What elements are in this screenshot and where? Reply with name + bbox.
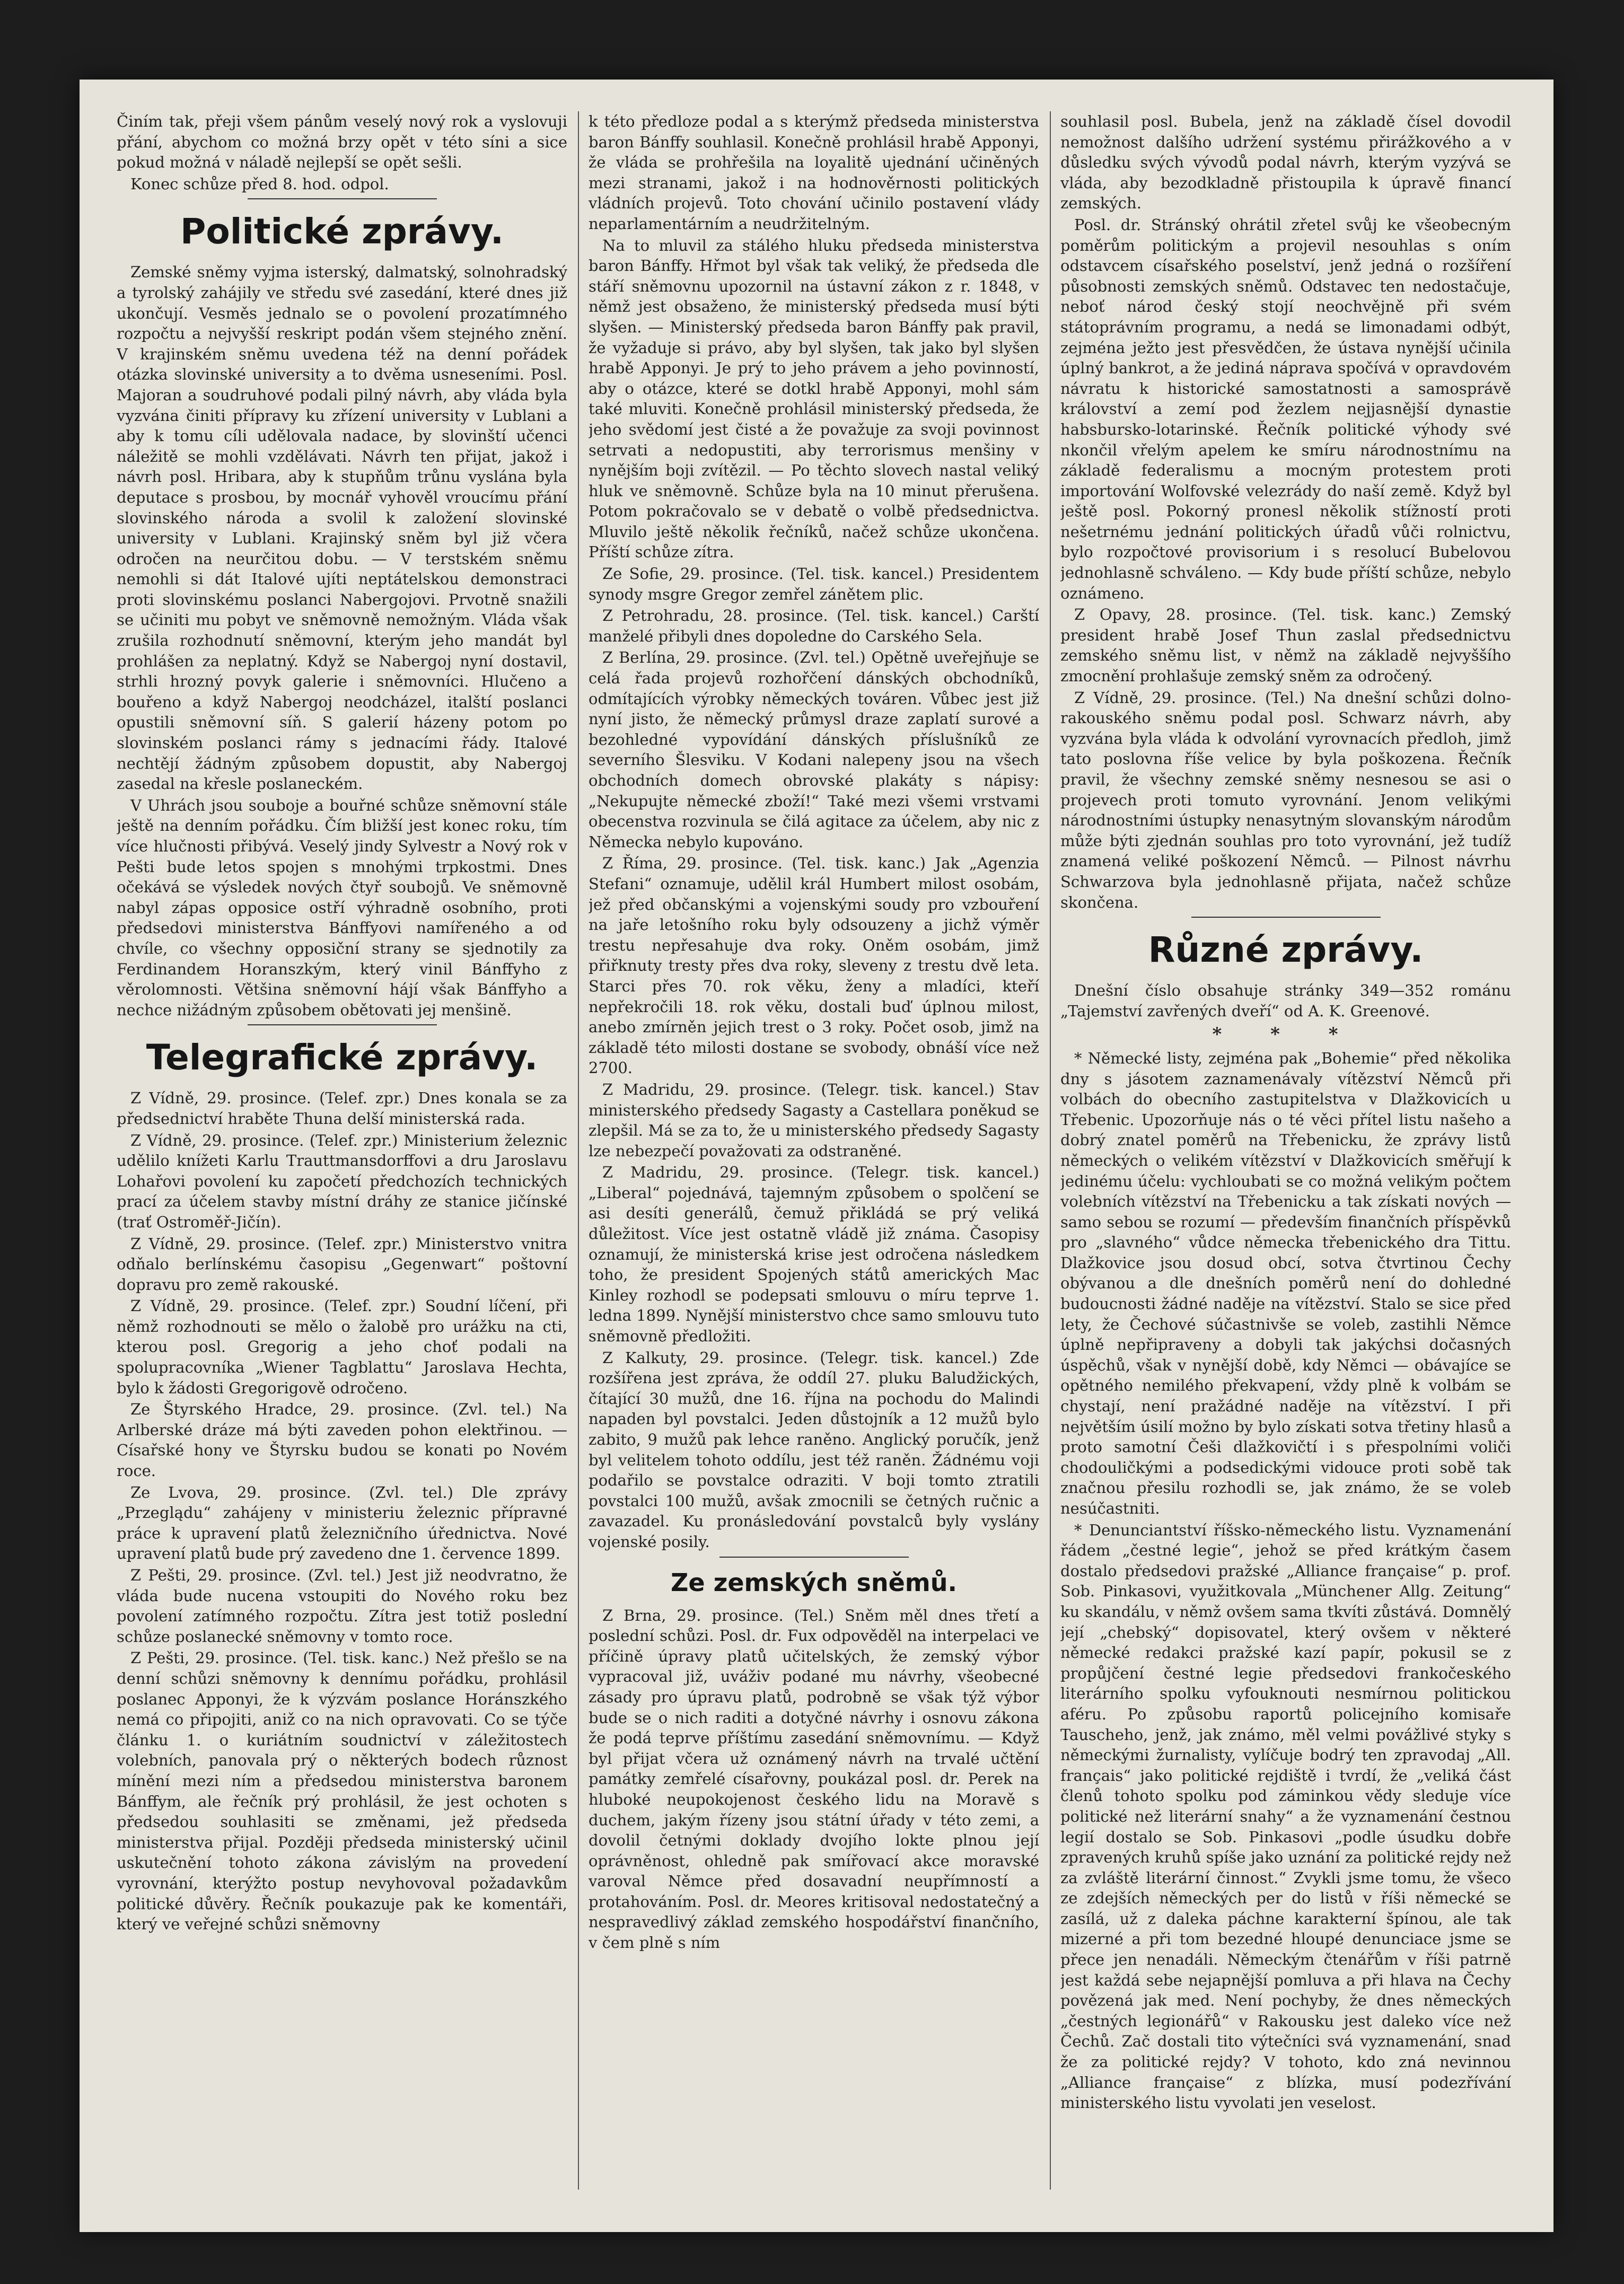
divider (719, 1557, 909, 1558)
paragraph: Z Petrohradu, 28. prosince. (Tel. tisk. kancel.) Carští manželé přibyli dnes dopoledne do Carského Sela. (589, 607, 1039, 645)
paragraph: Z Madridu, 29. prosince. (Telegr. tisk. kancel.) „Liberal“ pojednává, tajemným způsobem o spolčení se asi desíti generálů, čemuž přikládá se prý veliká důležitost. Více jest ostatně vládě již známa. Časopisy oznamují, že ministerská krise jest odročena následkem toho, že president Spojených států amerických Mac Kinley rozhodl se podepsati smlouvu o míru teprve 1. ledna 1899. Nynější ministerstvo chce samo smlouvu tuto sněmovně předložiti. (589, 1163, 1039, 1346)
paragraph: Z Vídně, 29. prosince. (Telef. zpr.) Soudní líčení, při němž rozhodnouti se mělo o žalobě pro urážku na cti, kterou posl. Gregorig a jeho choť podali na spolupracovníka „Wiener Tagblattu“ Jaroslava Hechta, bylo k žádosti Gregorigově odročeno. (117, 1297, 567, 1397)
paragraph: Z Vídně, 29. prosince. (Telef. zpr.) Ministerstvo vnitra odňalo berlínskému časopisu „Gegenwart“ poštovní dopravu pro země rakouské. (117, 1234, 567, 1294)
paragraph: Dnešní číslo obsahuje stránky 349—352 románu „Tajemství zavřených dveří“ od A. K. Greenové. (1060, 981, 1511, 1020)
paragraph: k této předloze podal a s kterýmž předseda ministerstva baron Bánffy souhlasil. Konečně prohlásil hrabě Apponyi, že vláda se prohřešila na loyalitě ujednání učiněných mezi stranami, jakož i na hodnověrnosti politických vládních projevů. Toto chování učinilo postavení vlády neparlamentárním a neudržitelným. (589, 112, 1039, 233)
divider (248, 1024, 437, 1025)
newspaper-page (80, 80, 1553, 2232)
paragraph: * Denunciantství říšsko-německého listu. Vyznamenání řádem „čestné legie“, jehož se před krátkým časem dostalo předsedovi pražské „Alliance française“ p. prof. Sob. Pinkasovi, využitkovala „Münchener Allg. Zeitung“ ku skandálu, v němž ovšem sama tkvíti zůstává. Domnělý její „chebský“ dopisovatel, který ovšem v některé německé redakci pražské kazí papír, pokusil se z propůjčení čestné legie předsedovi frankočeského literárního spolku vyfouknouti nesmírnou politickou aféru. Po způsobu raportů policejního komisaře Tauscheho, jenž, jak známo, měl velmi povážlivé styky s německými žurnalisty, vylíčuje bodrý ten zpravodaj „All. français“ jako politické rejdiště i tvrdí, že „veliká část členů tohoto spolku pod záminkou vědy sleduje více politické než literární snahy“ a že vyznamenání čestnou legií dostalo se Sob. Pinkasovi „podle úsudku dobře zpravených kruhů spíše jako uznání za politické rejdy než za zvláště literární činnost.“ Zvykli jsme tomu, že všeco ze zdejších německých per do listů v říši německé se zasílá, už z daleka páchne karakterní špínou, ale tak mizerné a při tom bezedné hloupé denunciace jsme se přece jen nenadáli. Německým čtenářům v říši patrně jest každá sebe nejapnější pomluva a při hlava na Čechy povězená jak med. Není pochyby, že dnes německých „čestných legionářů“ v Rakousku jest daleko více než Čechů. Zač dostali tito výtečníci svá vyznamenání, snad že za politické rejdy? V tohoto, kdo zná nevinnou „Alliance française“ z blízka, musí podezřívání ministerského listu vyvolati jen veselost. (1060, 1521, 1511, 2112)
paragraph: Z Vídně, 29. prosince. (Telef. zpr.) Dnes konala se za předsednictví hraběte Thuna delší ministerská rada. (117, 1089, 567, 1128)
paragraph: Z Říma, 29. prosince. (Tel. tisk. kanc.) Jak „Agenzia Stefani“ oznamuje, udělil král Humbert milost osobám, jež před občanskými a vojenskými soudy pro vzbouření na jaře letošního roku byly odsouzeny a jichž výměr trestu nepřesahuje dva roky. Oněm osobám, jimž přiřknuty tresty přes dva roky, sleveny z trestu dvě leta. Starci přes 70. rok věku, ženy a mladíci, kteří nepřekročili 18. rok věku, dostali buď úplnou milost, anebo zmírněn jejich trest o 3 roky. Počet osob, jimž na základě této milosti dostane se svobody, obnáší více než 2700. (589, 854, 1039, 1077)
paragraph: Ze Sofie, 29. prosince. (Tel. tisk. kancel.) Presidentem synody msgre Gregor zemřel zánětem plic. (589, 565, 1039, 603)
paragraph: souhlasil posl. Bubela, jenž na základě čísel dovodil nemožnost dalšího udržení systému přirážkového a v důsledku svých vývodů podal návrh, kterým vyzývá se vláda, aby bezodkladně přistoupila k úpravě financí zemských. (1060, 112, 1511, 213)
heading-misc-news: Různé zprávy. (1148, 929, 1424, 971)
paragraph: Z Madridu, 29. prosince. (Telegr. tisk. kancel.) Stav ministerského předsedy Sagasty a Castellara poněkud se zlepšil. Má se za to, že u ministerského předsedy Sagasty lze nebezpečí považovati za odstraněné. (589, 1080, 1039, 1160)
column-middle (589, 111, 1039, 2206)
column-left (117, 111, 567, 2206)
paragraph: Z Vídně, 29. prosince. (Tel.) Na dnešní schůzi dolno-rakouského sněmu podal posl. Schwarz návrh, aby vyzvána byla vláda k odvolání vyrovnacích předloh, jimž tato poslovna říše velice by byla poškozena. Řečník pravil, že všechny zemské sněmy nesnesou se asi o projevech proti tomuto vyrovnání. Jenom velikými národnostními ústupky nenasytným slovanským národům může býti zjednán souhlas pro toto vyrovnání, jež tudíž znamená veliké poškození Němců. — Pilnost návrhu Schwarzova byla jednohlasně přijata, načež schůze skončena. (1060, 688, 1511, 911)
paragraph: Z Brna, 29. prosince. (Tel.) Sněm měl dnes třetí a poslední schůzi. Posl. dr. Fux odpověděl na interpelaci ve příčině úpravy platů učitelských, že zemský výbor vypracoval již, uváživ podané mu návrhy, všeobecné zásady pro úpravu platů, podrobně se však týž výbor bude se o nich raditi a dotyčné návrhy i osnovu zákona že podá teprve příštímu zasedání sněmovnímu. — Když byl přijat včera už oznámený návrh na trvalé učtění památky zemřelé císařovny, poukázal posl. dr. Perek na hluboké neupokojenost českého lidu na Moravě s duchem, jakým řízeny jsou státní úřady v této zemi, a dovolil četnými doklady dvojího lokte plnou její oprávněnost, ohledně pak smířovací akce moravské varoval Němce před dosavadní neupřímností a protahováním. Posl. dr. Meores kritisoval nedostatečný a nespravedlivý základ zemského hospodářství finančního, v čem plně s ním (589, 1606, 1039, 1952)
paragraph: Na to mluvil za stálého hluku předseda ministerstva baron Bánffy. Hřmot byl však tak veliký, že předseda dle stáří sněmovnu upozornil na ústavní zákon z r. 1848, v němž jest obsaženo, že ministerský předseda musí býti slyšen. — Ministerský předseda baron Bánffy pak pravil, že vyžaduje si právo, aby byl slyšen, tak jako byl slyšen hrabě Apponyi. Je prý to jeho právem a jeho povinností, aby o otázce, které se dotkl hrabě Apponyi, mohl sám také mluviti. Konečně prohlásil ministerský předseda, že jeho svědomí jest čisté a že považuje za svoji povinnost setrvati a nedopustiti, aby terrorismus menšiny v nynějším boji zvítězil. — Po těchto slovech nastal veliký hluk ve sněmovně. Schůze byla na 10 minut přerušena. Potom pokračovalo se v debatě o volbě předsednictva. Mluvilo ještě několik řečníků, načež schůze ukončena. Příští schůze zítra. (589, 236, 1039, 561)
column-divider (578, 111, 579, 2190)
paragraph: V Uhrách jsou souboje a bouřné schůze sněmovní stále ještě na denním pořádku. Čím bližší jest konec roku, tím více hlučnosti přibývá. Veselý jindy Sylvestr a Nový rok v Pešti bude letos spojen s mnohými trpkostmi. Dnes očekává se výsledek nových čtyř soubojů. Ve sněmovně nabyl zápas opposice ostří výhradně osobního, proti předsedovi ministerstva Bánffyovi namířeného a od chvíle, co všechny opposiční strany se sjednotily za Ferdinandem Horanszkým, který vinil Bánffyho z věrolomnosti. Většina sněmovní hájí však Bánffyho a nechce nižádným způsobem obětovati jej menšině. (117, 796, 567, 1019)
divider (1191, 917, 1381, 918)
paragraph: * Německé listy, zejména pak „Bohemie“ před několika dny s jásotem zaznamenávaly vítězství Němců při volbách do obecního zastupitelstva v Dlažkovicích u Třebenic. Upozorňuje nás o té věci přítel listu našeho a dobrý znatel poměrů na Třebenicku, že zprávy listů německých o velikém vítězství v Dlažkovicích směřují k jedinému účelu: vychloubati se co možná velikým počtem volebních vítězství na Třebenicku a tak získati nových — samo sebou se rozumí — především finančních příspěvků pro „slavného“ vůdce německa třebenického dra Tittu. Dlažkovice jsou dosud obcí, sotva čtvrtinou Čechy obývanou a dle dnešních poměrů není do dohledné budoucnosti žádné naděje na vítězství. Stalo se sice před lety, že Čechové súčastnivše se voleb, zastihli Němce úplně nepřipraveny a dobyli tak jakýchsi dočasných úspěchů, však v nynější době, kdy Němci — obávajíce se opětného nemilého překvapení, vždy plně k volbám se chystají, není pražádné naděje na vítězství. I při největším úsilí možno by bylo získati sotva třetiny hlasů a proto samotní Češi dlažkovičtí i s přespolními voliči chodouličkými a podsedickými vidouce proti sobě tak značnou přesilu rozhodli se, jak známo, že se voleb nesúčastniti. (1060, 1049, 1511, 1517)
paragraph: Z Opavy, 28. prosince. (Tel. tisk. kanc.) Zemský president hrabě Josef Thun zaslal předsednictvu zemského sněmu list, v němž na základě nejvyššího zmocnění prohlašuje zemský sněm za odročený. (1060, 605, 1511, 686)
paragraph: Z Pešti, 29. prosince. (Zvl. tel.) Jest již neodvratno, že vláda bude nucena vstoupiti do Nového roku bez povolení zatímného rozpočtu. Zítra jest totiž poslední schůze poslanecké sněmovny v tomto roce. (117, 1566, 567, 1646)
paragraph: Ze Lvova, 29. prosince. (Zvl. tel.) Dle zprávy „Przeglądu“ zahájeny v ministeriu železnic přípravné práce k upravení platů železničního úřednictva. Nové upravení platů bude prý zavedeno dne 1. července 1899. (117, 1483, 567, 1563)
paragraph: Činím tak, přeji všem pánům veselý nový rok a vyslovuji přání, abychom co možná brzy opět v této síni a sice pokud možná v náladě nejlepší se opět sešli. (117, 112, 567, 172)
column-divider (1050, 111, 1051, 2190)
paragraph: Z Pešti, 29. prosince. (Tel. tisk. kanc.) Než přešlo se na denní schůzi sněmovny k dennímu pořádku, prohlásil poslanec Apponyi, že k výzvám poslance Horánszkého nemá co připojiti, aniž co na nich opravovati. Co se týče článku 1. o kuriátním soudnictví v záležitostech volebních, panovala prý o některých bodech různost mínění mezi ním a předsedou ministerstva baronem Bánffym, ale řečník prý prohlásil, že jest ochoten s předsedou souhlasiti se změnami, jež předseda ministerstva přijal. Později předseda ministerský učinil uskutečnění tohoto zákona závislým na provedení vyrovnání, kterýžto postup nevyhovoval požadavkům politické důvěry. Řečník poukazuje pak ke komentáři, který ve veřejné schůzi sněmovny (117, 1649, 567, 1934)
paragraph: Zemské sněmy vyjma isterský, dalmatský, solnohradský a tyrolský zahájily ve středu své zasedání, které dnes již ukončují. Vesměs jednalo se o povolení prozatímného rozpočtu a nejvyšší reskript podán všem stejného znění. V krajinském sněmu uvedena též na denní pořádek otázka slovinské university a to dvěma usneseními. Posl. Majoran a soudruhové podali pilný návrh, aby vláda byla vyzvána činiti přípravy ku zřízení university v Lublani a aby k tomu cíli udělovala nadace, by slovinští učenci náležitě se mohli vzdělávati. Návrh ten přijat, jakož i návrh posl. Hribara, aby k stupňům trůnu vyslána byla deputace s prosbou, by mocnář vyhověl vroucímu přání slovinského národa a svolil k založení slovinské university v Lublani. Krajinský sněm byl již včera odročen na neurčitou dobu. — V terstském sněmu nemohli si dát Italové ujíti neptátelskou demonstraci proti slovinskému poslanci Nabergojovi. Prvotně snažili se učiniti mu pobyt ve sněmovně nemožným. Vláda však zrušila rozhodnutí sněmovní, kterým jeho mandát byl prohlášen za neplatný. Když se Nabergoj nyní dostavil, strhli hrozný povyk galerie i sněmovníci. Hlučeno a bouřeno a když Nabergoj neodcházel, italští poslanci opustili sněmovní síň. S galerií házeny potom po slovinském poslanci rámy s jednacími řády. Italové nechtějí žádným způsobem dopustit, aby Nabergoj zasedal na křesle poslaneckém. (117, 263, 567, 793)
section-stars: * * * (1212, 1024, 1359, 1046)
divider (248, 198, 437, 199)
paragraph: Konec schůze před 8. hod. odpol. (130, 174, 389, 193)
paragraph: Posl. dr. Stránský ohrátil zřetel svůj ke všeobecným poměrům politickým a projevil nesouhlas s oním odstavcem císařského poselství, jenž jedná o rozšíření působnosti zemských sněmů. Odstavec ten nedostačuje, neboť národ český stojí neochvějně při svém státoprávním programu, a nedá se limonadami odbýt, zejména ježto jest přesvědčen, že ústava nynější učinila úplný bankrot, a že jediná náprava spočívá v opravdovém návratu k historické samostatnosti a samosprávě království a zemí pod žezlem nejjasnější dynastie habsbursko-lotarinské. Řečník politické výhody své nkončil vřelým apelem ke smíru národnostnímu na základě federalismu a mocným protestem proti importování Wolfovské velezrády do naší země. Když byl ještě posl. Pokorný pronesl několik stížností proti nešetrnému jednání politických úřadů vůči rolnictvu, bylo rozpočtové provisorium i s resolucí Bubelovou jednohlasně schváleno. — Kdy bude příští schůze, nebylo oznámeno. (1060, 215, 1511, 602)
heading-telegraph-news: Telegrafické zprávy. (146, 1037, 538, 1078)
column-right (1060, 111, 1511, 2206)
paragraph: Z Berlína, 29. prosince. (Zvl. tel.) Opětně uveřejňuje se celá řada projevů rozhořčení dánských obchodníků, odmítajících výrobky německých továren. Vůbec jest již nyní jisto, že německý průmysl draze zaplatí surové a bezohledné vypovídání dánských příslušníků ze severního Šlesviku. V Kodani nalepeny jsou na všech obchodních domech obrovské plakáty s nápisy: „Nekupujte německé zboží!“ Také mezi všemi vrstvami obecenstva rozvinula se čilá agitace za účelem, aby nic z Německa nebylo kupováno. (589, 648, 1039, 851)
paragraph: Z Kalkuty, 29. prosince. (Telegr. tisk. kancel.) Zde rozšířena jest zpráva, že oddíl 27. pluku Baludžických, čítající 30 mužů, dne 16. října na pochodu do Malindi napaden byl povstalci. Jeden důstojník a 12 mužů bylo zabito, 9 mužů pak lehce raněno. Anglický poručík, jenž byl velitelem tohoto oddílu, jest též raněn. Žádnému voji podařilo se povstalce odraziti. V boji tomto ztratili povstalci 100 mužů, avšak zmocnili se četných ručnic a zavazadel. Ku pronásledování povstalců byly vyslány vojenské posily. (589, 1348, 1039, 1551)
heading-land-diets: Ze zemských sněmů. (671, 1568, 957, 1597)
paragraph: Ze Štyrského Hradce, 29. prosince. (Zvl. tel.) Na Arlberské dráze má býti zaveden pohon elektřinou. — Císařské hony ve Štyrsku budou se konati po Novém roce. (117, 1400, 567, 1480)
paragraph: Z Vídně, 29. prosince. (Telef. zpr.) Ministerium železnic udělilo knížeti Karlu Trauttmansdorffovi a dru Jaroslavu Lohařovi povolení ku započetí předchozích technických prací za účelem stavby místní dráhy ze stanice jičínské (trať Ostroměř-Jičín). (117, 1131, 567, 1231)
heading-political-news: Politické zprávy. (180, 211, 504, 252)
